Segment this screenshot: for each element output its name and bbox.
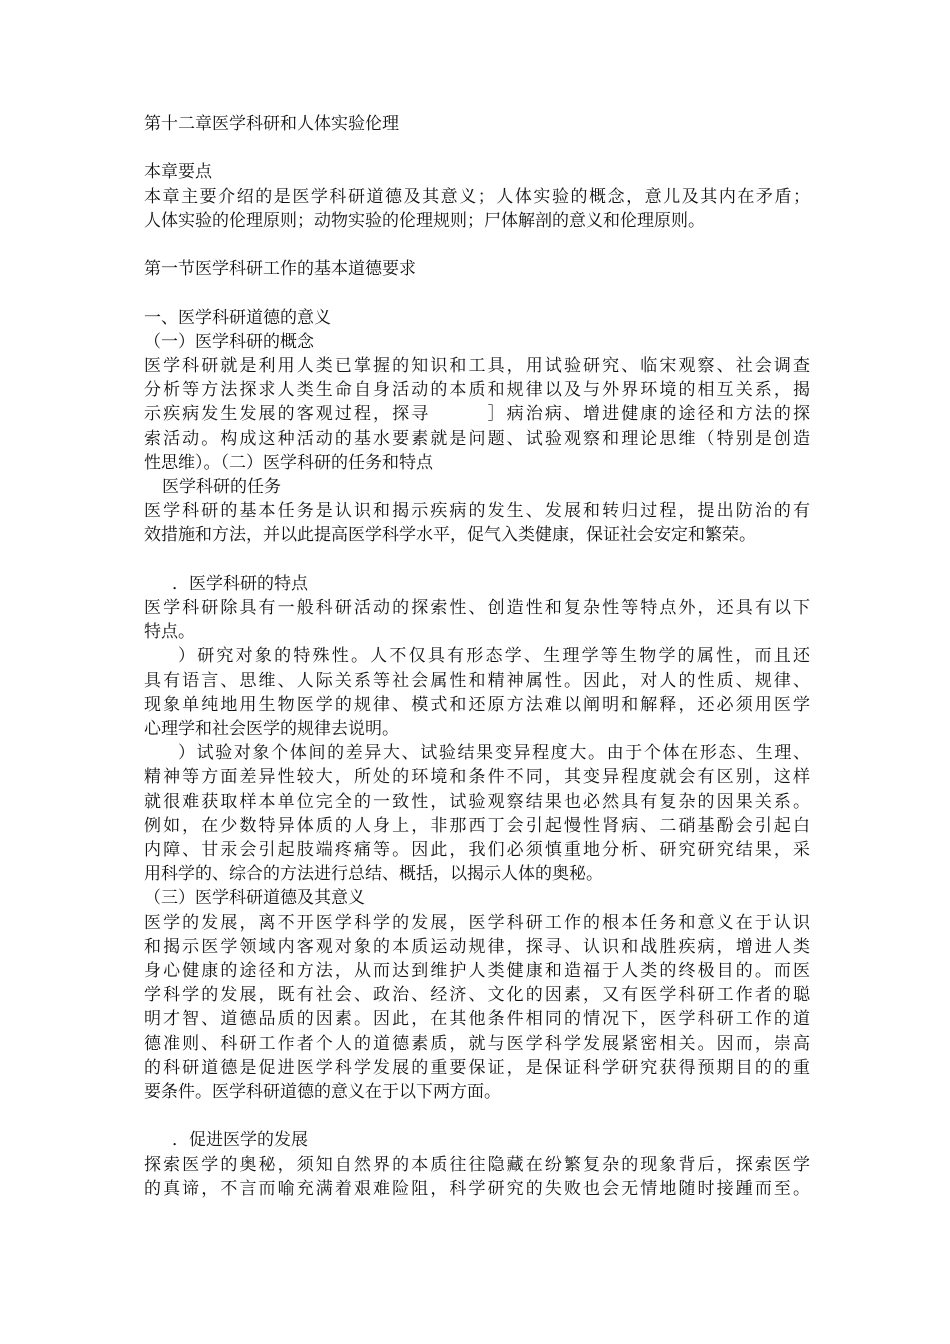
paragraph-line: ）试验对象个体间的差异大、试验结果变异程度大。由于个体在形态、生理、: [178, 743, 810, 764]
paragraph-line: 德准则、科研工作者个人的道德素质，就与医学科学发展紧密相关。因而，崇高: [144, 1033, 810, 1054]
paragraph-line: 性思维）。（二）医学科研的任务和特点: [144, 452, 433, 473]
paragraph-line: 医学科研就是利用人类已掌握的知识和工具，用试验研究、临宋观察、社会调查: [144, 355, 810, 376]
chapter-title: 第十二章医学科研和人体实验伦理: [144, 114, 399, 134]
paragraph-line: 内障、甘汞会引起肢端疼痛等。因此，我们必须慎重地分析、研究研究结果，采: [144, 840, 810, 861]
paragraph-line: 特点。: [144, 622, 195, 643]
subsection-heading: ．医学科研的特点: [172, 573, 308, 594]
paragraph-line: 要条件。医学科研道德的意义在于以下两方面。: [144, 1082, 501, 1103]
paragraph-line: 医学的发展，离不开医学科学的发展，医学科研工作的根本任务和意义在于认识: [144, 912, 810, 933]
paragraph-line: 的真谛，不言而喻充满着艰难险阻，科学研究的失败也会无情地随时接踵而至。: [144, 1178, 810, 1199]
paragraph-line: 医学科研的基本任务是认识和揭示疾病的发生、发展和转归过程，提出防治的有: [144, 501, 810, 522]
paragraph-line: 身心健康的途径和方法，从而达到维护人类健康和造福于人类的终极目的。而医: [144, 961, 810, 982]
paragraph-line: 学科学的发展，既有社会、政治、经济、文化的因素，又有医学科研工作者的聪: [144, 985, 810, 1006]
paragraph-line: 精神等方面差异性较大，所处的环境和条件不同，其变异程度就会有区别，这样: [144, 767, 810, 788]
paragraph-line: 明才智、道德品质的因素。因此，在其他条件相同的情况下，医学科研工作的道: [144, 1009, 810, 1030]
subsection-heading: （三）医学科研道德及其意义: [144, 888, 365, 909]
paragraph-line: 索活动。构成这种活动的基水要素就是问题、试验观察和理论思维（特别是创造: [144, 428, 810, 449]
paragraph-line: 心理学和社会医学的规律去说明。: [144, 719, 399, 740]
spacer: [144, 281, 810, 305]
paragraph-line: 医学科研除具有一般科研活动的探索性、创造性和复杂性等特点外，还具有以下: [144, 598, 810, 618]
paragraph-line: 和揭示医学领域内客观对象的本质运动规律，探寻、认识和战胜疾病，增进人类: [144, 936, 810, 957]
paragraph-line: ）研究对象的特殊性。人不仅具有形态学、生理学等生物学的属性，而且还: [178, 646, 810, 667]
section-heading: 第一节医学科研工作的基本道德要求: [144, 259, 416, 280]
paragraph-line: 探索医学的奥秘，须知自然界的本质往往隐藏在纷繁复杂的现象背后，探索医学: [144, 1154, 810, 1175]
paragraph-line: 现象单纯地用生物医学的规律、模式和还原方法难以阐明和解释，还必须用医学: [144, 694, 810, 715]
spacer: [144, 1104, 810, 1128]
paragraph-line: 的科研道德是促进医学科学发展的重要保证，是保证科学研究获得预期目的的重: [144, 1057, 810, 1078]
paragraph-line: 效措施和方法，并以此提高医学科学水平，促气入类健康，保证社会安定和繁荣。: [144, 525, 756, 546]
key-points-heading: 本章要点: [144, 162, 212, 183]
paragraph-line: 用科学的、综合的方法进行总结、概括，以揭示人体的奥秘。: [144, 864, 603, 885]
part-heading: 一、医学科研道德的意义: [144, 307, 331, 328]
spacer: [144, 548, 810, 572]
subsection-heading: 医学科研的任务: [162, 477, 281, 497]
paragraph-line: 分析等方法探求人类生命自身活动的本质和规律以及与外界环境的相互关系，揭: [144, 380, 810, 401]
spacer: [144, 136, 810, 160]
paragraph-line: 就很难获取样本单位完全的一致性，试验观察结果也必然具有复杂的因果关系。: [144, 791, 810, 812]
paragraph-line: 示疾病发生发展的客观过程，探寻 ］病治病、增进健康的途径和方法的探: [144, 404, 810, 425]
subsection-heading: ．促进医学的发展: [172, 1130, 308, 1151]
paragraph-line: 本章主要介绍的是医学科研道德及其意义；人体实验的概念，意儿及其内在矛盾；: [144, 186, 810, 207]
paragraph-line: 例如，在少数特异体质的人身上，非那西丁会引起慢性肾病、二硝基酚会引起白: [144, 815, 810, 836]
subsection-heading: （一）医学科研的概念: [144, 331, 314, 352]
paragraph-line: 具有语言、思维、人际关系等社会属性和精神属性。因此，对人的性质、规律、: [144, 670, 810, 691]
spacer: [144, 233, 810, 257]
paragraph-line: 人体实验的伦理原则；动物实验的伦理规则；尸体解剖的意义和伦理原则。: [144, 210, 705, 231]
